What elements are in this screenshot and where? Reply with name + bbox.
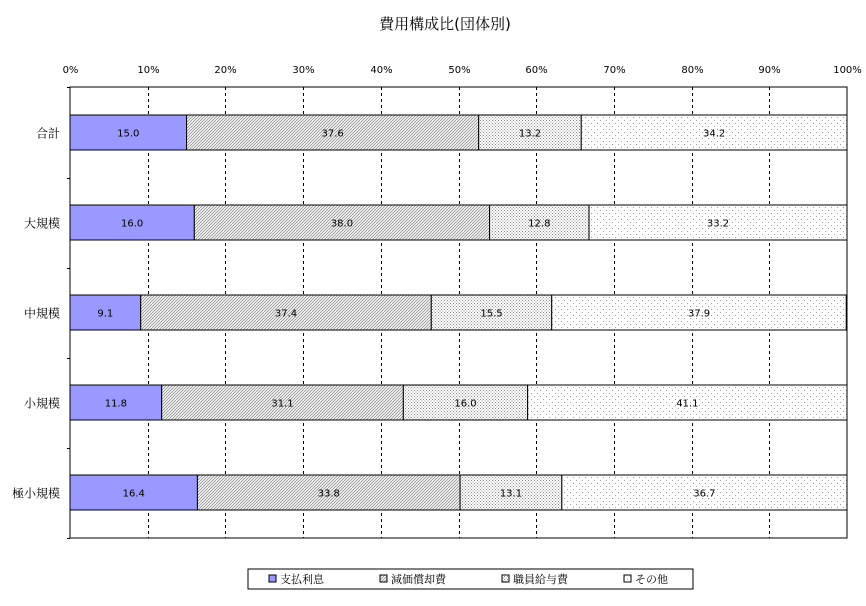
legend-label: 減価償却費: [391, 573, 446, 586]
chart-title: 費用構成比(団体別): [379, 15, 511, 33]
x-tick-label: 100%: [833, 65, 862, 76]
x-tick-label: 90%: [758, 65, 781, 76]
x-tick-label: 70%: [603, 65, 626, 76]
data-label: 13.1: [499, 488, 523, 500]
data-label: 11.8: [104, 398, 127, 410]
x-tick-label: 10%: [137, 65, 160, 76]
data-label: 31.1: [271, 398, 294, 410]
data-label: 15.0: [117, 128, 140, 140]
data-label: 12.8: [528, 218, 551, 230]
x-tick-label: 30%: [292, 65, 315, 76]
legend-label: 職員給与費: [513, 573, 568, 586]
data-label: 34.2: [703, 128, 726, 140]
data-label: 13.2: [518, 128, 542, 140]
legend-swatch: [502, 575, 509, 582]
category-label: 極小規模: [11, 486, 60, 501]
data-label: 33.8: [317, 488, 340, 500]
data-label: 16.0: [121, 218, 144, 230]
data-label: 37.4: [274, 308, 298, 320]
legend-label: 支払利息: [280, 573, 324, 586]
data-label: 15.5: [480, 308, 503, 320]
x-axis-ticks: [63, 65, 862, 76]
category-label: 大規模: [23, 216, 60, 231]
data-label: 37.9: [687, 308, 711, 320]
legend-label: その他: [635, 573, 668, 586]
data-label: 16.0: [454, 398, 477, 410]
data-label: 41.1: [676, 398, 699, 410]
x-tick-label: 20%: [214, 65, 237, 76]
x-tick-label: 0%: [62, 65, 79, 76]
x-tick-label: 40%: [370, 65, 393, 76]
data-label: 37.6: [321, 128, 344, 140]
x-tick-label: 60%: [525, 65, 548, 76]
data-label: 9.1: [97, 308, 114, 320]
data-label: 33.2: [706, 218, 730, 230]
bars: [70, 115, 847, 510]
category-label: 合計: [35, 126, 60, 141]
data-label: 38.0: [330, 218, 354, 230]
category-labels: [12, 126, 60, 501]
legend: [248, 569, 693, 589]
category-label: 小規模: [23, 396, 60, 411]
data-label: 16.4: [122, 488, 145, 500]
legend-swatch: [269, 575, 276, 582]
data-label: 36.7: [693, 488, 716, 500]
legend-swatch: [380, 575, 387, 582]
x-tick-label: 50%: [448, 65, 471, 76]
category-label: 中規模: [23, 306, 60, 321]
x-tick-label: 80%: [681, 65, 704, 76]
legend-swatch: [624, 575, 631, 582]
